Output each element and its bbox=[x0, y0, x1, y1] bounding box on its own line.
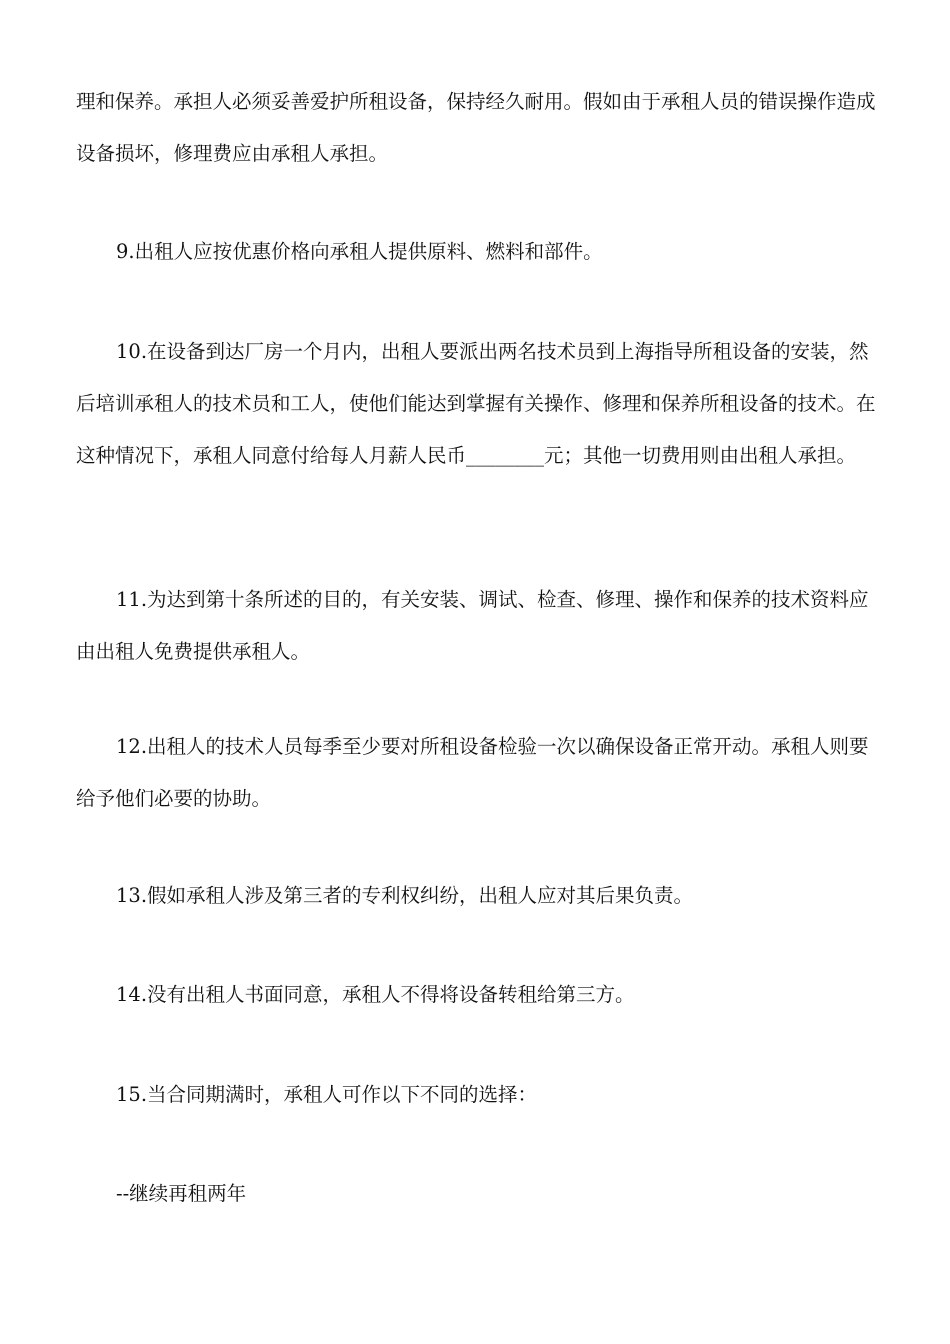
paragraph-clause-10: 10.在设备到达厂房一个月内，出租人要派出两名技术员到上海指导所租设备的安装，然后培训承租人的技术员和工人，使他们能达到掌握有关操作、修理和保养所租设备的技术。在这种情况下，承租人同意付给每人月薪人民币________元；其他一切费用则由出租人承担。 bbox=[76, 340, 876, 467]
paragraph-clause-13: 13.假如承租人涉及第三者的专利权纠纷，出租人应对其后果负责。 bbox=[116, 884, 694, 907]
paragraph-clause-9: 9.出租人应按优惠价格向承租人提供原料、燃料和部件。 bbox=[116, 240, 603, 263]
paragraph-option-renew: --继续再租两年 bbox=[116, 1182, 247, 1205]
paragraph-clause-14: 14.没有出租人书面同意，承租人不得将设备转租给第三方。 bbox=[116, 983, 635, 1006]
paragraph-continuation: 理和保养。承担人必须妥善爱护所租设备，保持经久耐用。假如由于承租人员的错误操作造成设备损坏，修理费应由承租人承担。 bbox=[76, 90, 876, 165]
paragraph-clause-12: 12.出租人的技术人员每季至少要对所租设备检验一次以确保设备正常开动。承租人则要给予他们必要的协助。 bbox=[76, 735, 869, 810]
paragraph-clause-11: 11.为达到第十条所述的目的，有关安装、调试、检查、修理、操作和保养的技术资料应由出租人免费提供承租人。 bbox=[76, 588, 869, 663]
paragraph-clause-15: 15.当合同期满时，承租人可作以下不同的选择： bbox=[116, 1083, 538, 1106]
